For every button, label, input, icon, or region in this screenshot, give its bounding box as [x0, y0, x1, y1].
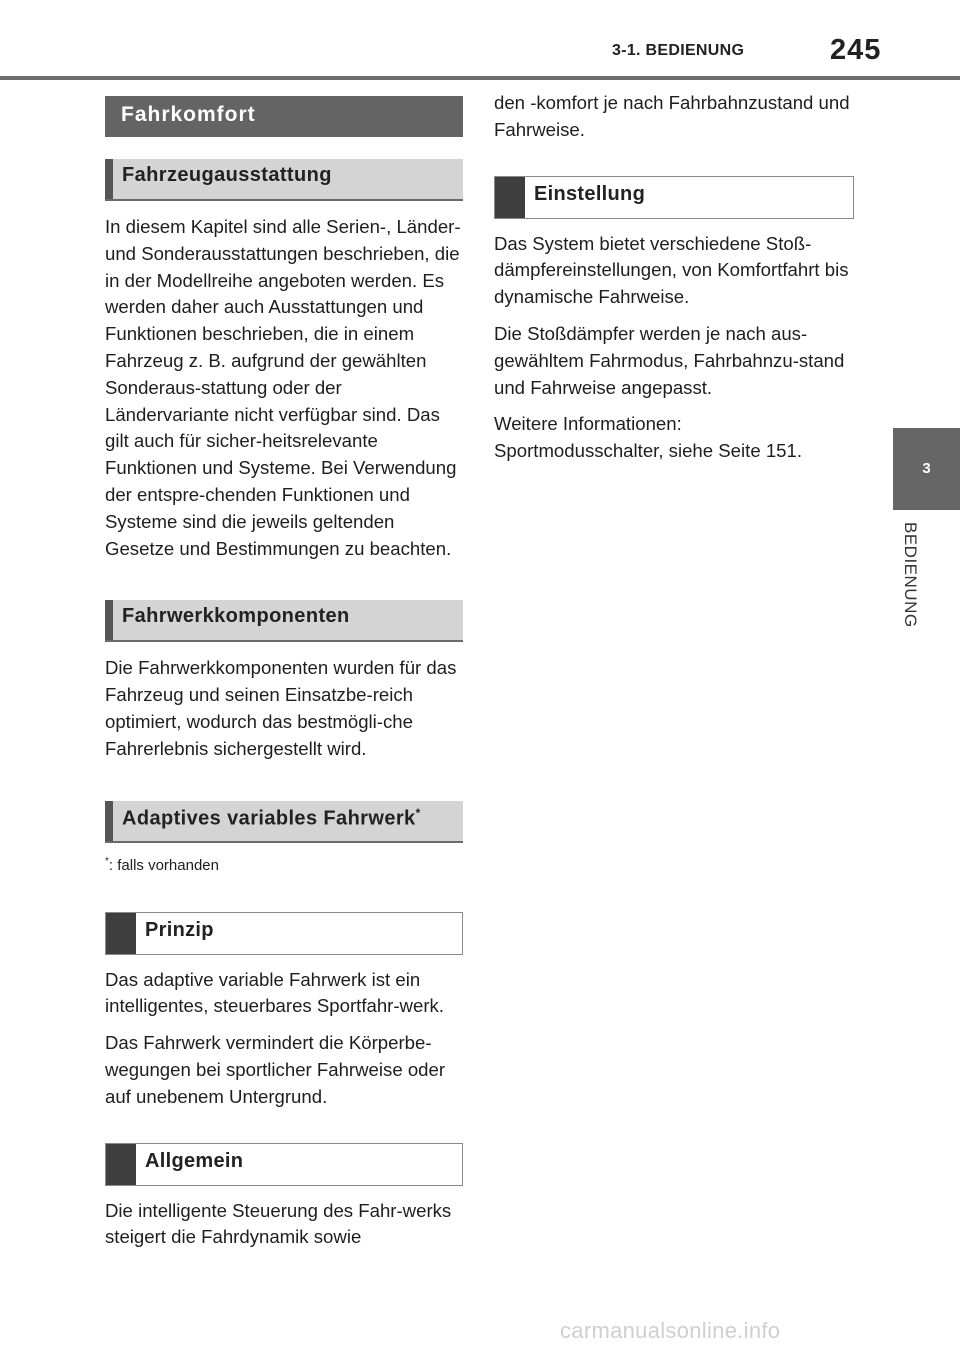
continuation-paragraph: den -komfort je nach Fahrbahnzustand und Fahrweise. [494, 92, 850, 140]
prinzip-paragraph-1: Das adaptive variable Fahrwerk ist ein intelligentes, steuerbares Sportfahr-werk. [105, 968, 444, 1017]
chapter-label-text: BEDIENUNG [901, 522, 920, 628]
chapter-tab[interactable]: 3 [893, 428, 960, 510]
side-margin [893, 80, 960, 428]
prinzip-paragraph-2: Das Fahrwerk vermindert die Körperbe-wegungen bei sportlicher Fahrweise oder auf unebenem Untergrund. [105, 1032, 446, 1107]
einstellung-paragraph-2: Die Stoßdämpfer werden je nach aus-gewähltem Fahrmodus, Fahrbahnzu-stand und Fahrweise angepasst. [494, 322, 845, 398]
right-column [494, 90, 854, 475]
heading-adaptives-label: Adaptives variables Fahrwerk [122, 807, 416, 830]
footnote [105, 852, 463, 876]
heading-allgemein [105, 1143, 463, 1186]
section-title: 3-1. BEDIENUNG [612, 42, 745, 59]
header-divider [0, 76, 960, 80]
watermark: carmanualsonline.info [560, 1318, 781, 1343]
heading-prinzip [105, 912, 463, 955]
heading-adaptives-fahrwerk [105, 801, 463, 843]
heading-allgemein-text: Allgemein [145, 1149, 244, 1172]
heading-einstellung-text: Einstellung [534, 182, 646, 205]
heading-adaptives-fahrwerk-text [122, 806, 421, 831]
allgemein-paragraph: Die intelligente Steuerung des Fahr-werks steigert die Fahrdynamik sowie [105, 1199, 452, 1248]
chapter-label [900, 522, 930, 652]
heading-fahrkomfort: Fahrkomfort [105, 96, 463, 137]
heading-prinzip-text: Prinzip [145, 918, 214, 941]
page-number: 245 [830, 34, 882, 66]
heading-fahrwerkkomponenten-text: Fahrwerkkomponenten [122, 605, 350, 628]
heading-einstellung [494, 176, 854, 219]
heading-fahrzeugausstattung [105, 159, 463, 201]
heading-fahrzeugausstattung-text: Fahrzeugausstattung [122, 164, 332, 186]
fahrzeugausstattung-paragraph: In diesem Kapitel sind alle Serien-, Länder- und Sonderausstattungen beschrieben, die in der Modellreihe angeboten werden. Es werden daher auch Ausstattungen und Funktionen beschrieben, die in einem Fahrzeug z. B. aufgrund der gewählten Sonderaus-stattung oder der Ländervariante nicht verfügbar sind. Das gilt auch für sicher-heitsrelevante Funktionen und Systeme. Bei Verwendung der entspre-chenden Funktionen und Systeme sind die jeweils geltenden Gesetze und Bestimmungen zu beachten. [105, 216, 461, 559]
footnote-text: : falls vorhanden [108, 856, 219, 874]
footnote-marker: * [105, 855, 109, 867]
einstellung-paragraph-3: Weitere Informationen: Sportmodusschalter, siehe Seite 151. [494, 413, 803, 462]
einstellung-paragraph-1: Das System bietet verschiedene Stoß-dämpfereinstellungen, von Komfortfahrt bis dynamische Fahrweise. [494, 232, 849, 308]
fahrwerkkomponenten-paragraph: Die Fahrwerkkomponenten wurden für das Fahrzeug und seinen Einsatzbe-reich optimiert, wodurch das bestmögli-che Fahrerlebnis sichergestellt wird. [105, 657, 457, 759]
left-column [105, 96, 463, 1261]
optional-equipment-marker: * [415, 805, 421, 820]
heading-fahrwerkkomponenten [105, 600, 463, 642]
